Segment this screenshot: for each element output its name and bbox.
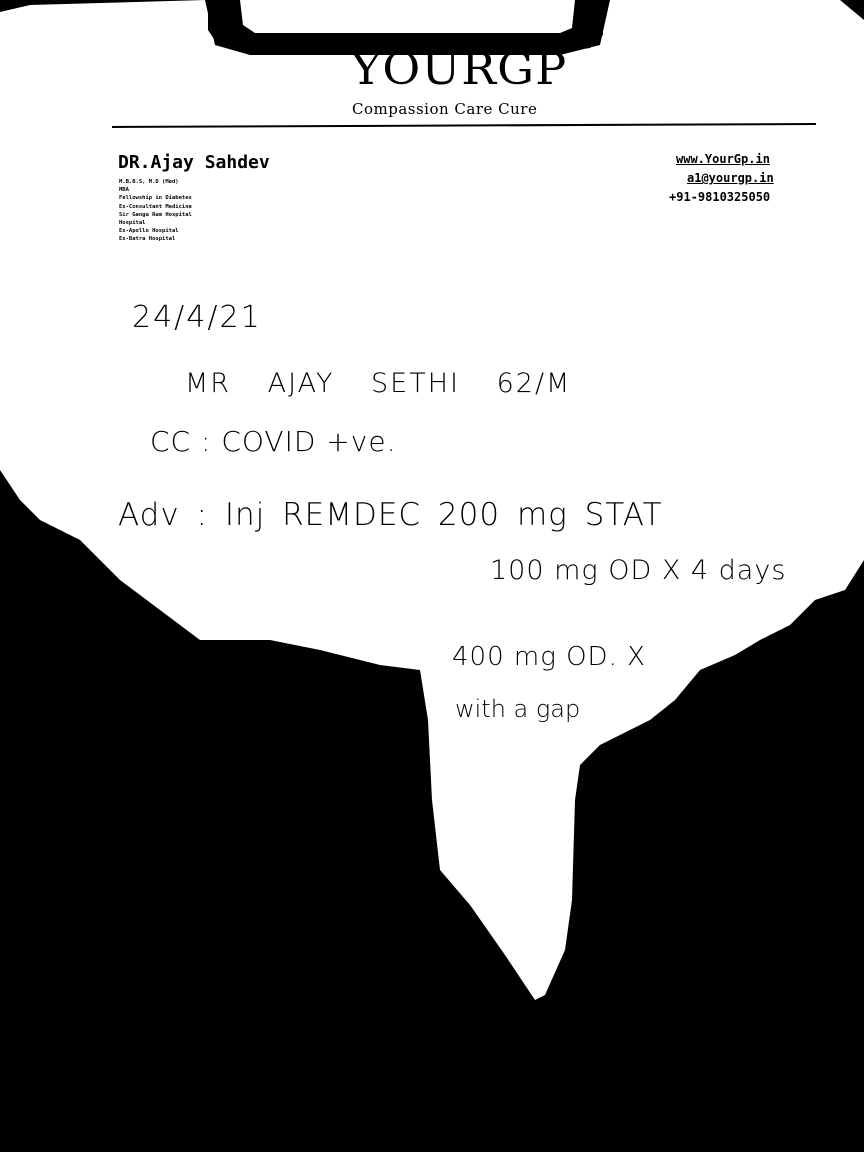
brand-logo: YOURGP bbox=[350, 44, 568, 95]
contact-email[interactable]: a1@yourgp.in bbox=[687, 171, 774, 185]
qualification-line: Ex-Consultant Medicine bbox=[119, 203, 192, 210]
qualification-line: MBA bbox=[119, 187, 129, 194]
qualification-line: Ex-Batra Hospital bbox=[119, 236, 176, 243]
qualification-line: M.B.B.S, M.D (Med) bbox=[119, 179, 179, 185]
doctor-name: DR.Ajay Sahdev bbox=[118, 152, 270, 173]
advice-line-1: Adv : Inj REMDEC 200 mg STAT bbox=[118, 497, 663, 533]
advice-line-3: 400 mg OD. X bbox=[452, 642, 646, 672]
contact-website[interactable]: www.YourGp.in bbox=[676, 152, 770, 166]
advice-line-2: 100 mg OD X 4 days bbox=[490, 555, 787, 586]
qualification-line: Hospital bbox=[119, 220, 146, 227]
advice-line-4: with a gap bbox=[455, 695, 581, 723]
qualification-line: Sir Ganga Ram Hospital bbox=[119, 211, 192, 218]
patient-details: MR AJAY SETHI 62/M bbox=[185, 368, 572, 399]
doctor-qualifications bbox=[119, 178, 192, 244]
chief-complaint: CC : COVID +ve. bbox=[150, 425, 397, 458]
contact-phone: +91-9810325050 bbox=[669, 190, 771, 204]
qualification-line: Fellowship in Diabetes bbox=[119, 195, 192, 202]
prescription-date: 24/4/21 bbox=[132, 300, 262, 335]
brand-tagline: Compassion Care Cure bbox=[352, 100, 538, 118]
qualification-line: Ex-Apollo Hospital bbox=[119, 228, 179, 235]
